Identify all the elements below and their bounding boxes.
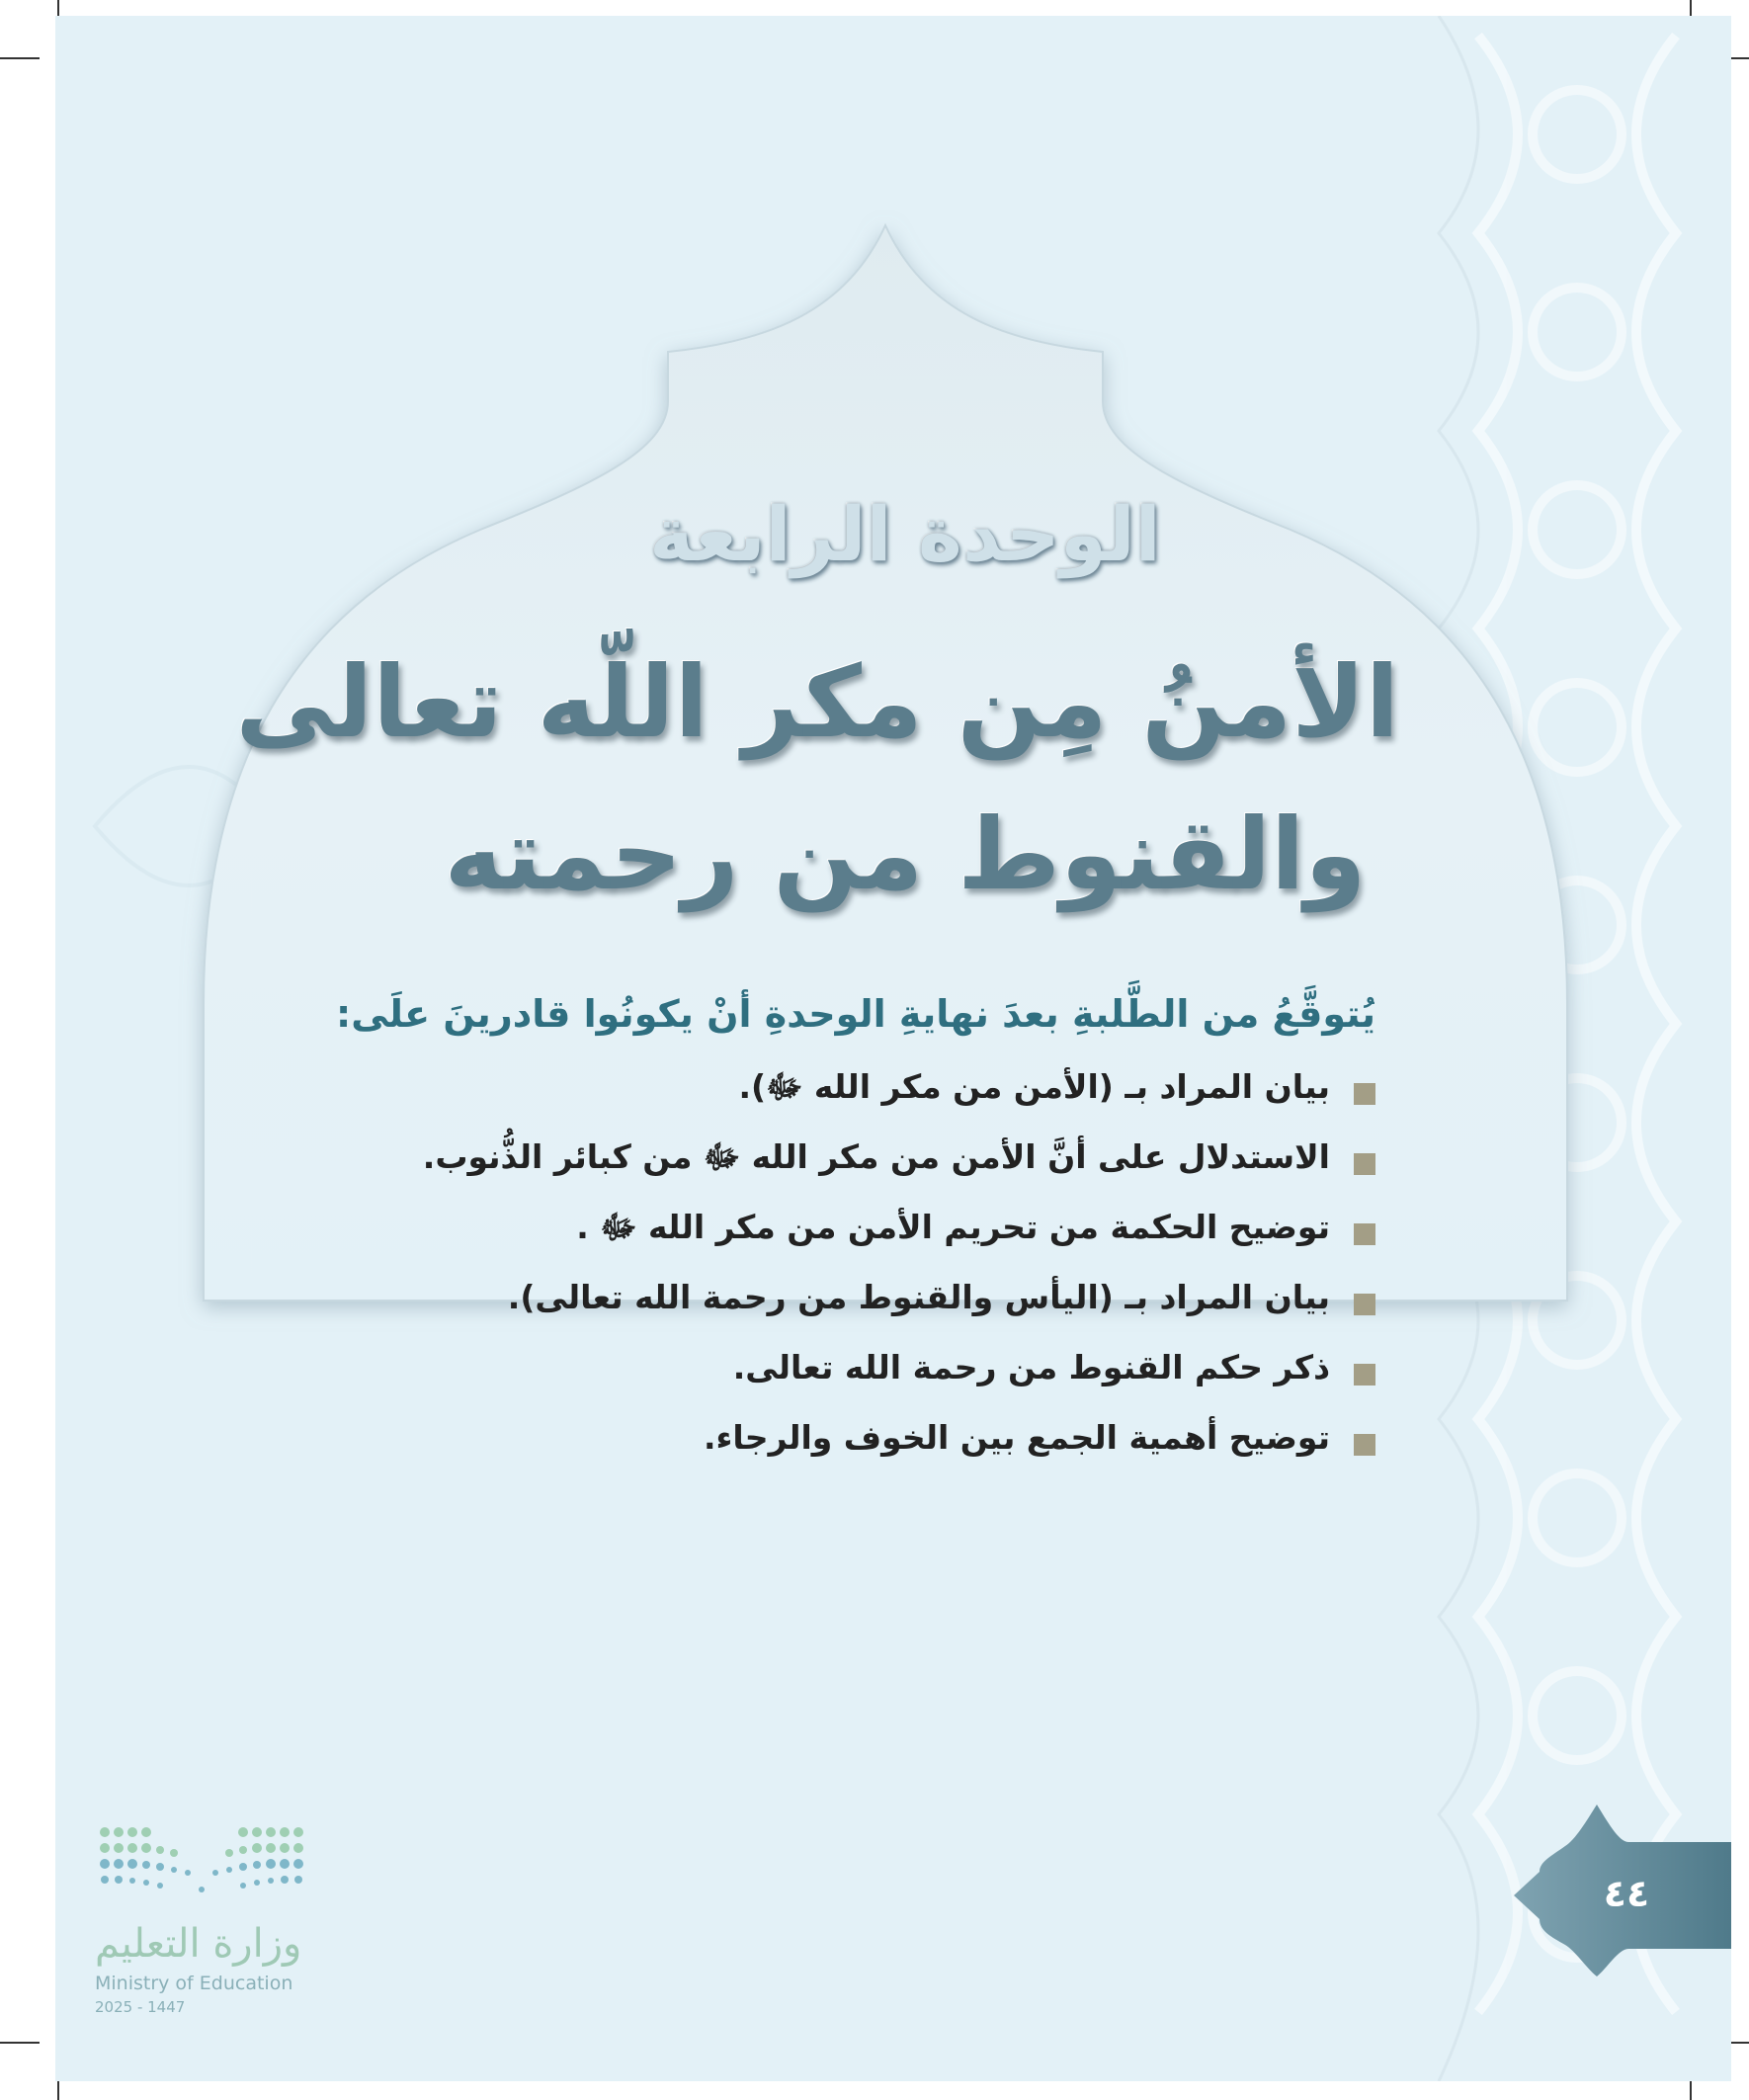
list-item — [387, 1274, 1375, 1344]
objective-text: توضيح الحكمة من تحريم الأمن من مكر الله ﷻ . — [576, 1208, 1330, 1246]
crop-mark — [0, 2042, 40, 2044]
list-item — [387, 1344, 1375, 1414]
objective-text: الاستدلال على أنَّ الأمن من مكر الله ﷻ من كبائر الذُّنوب. — [422, 1137, 1330, 1176]
list-item — [387, 1063, 1375, 1134]
ministry-logo-dots-icon — [95, 1820, 322, 1919]
ministry-name-english: Ministry of Education — [95, 1973, 293, 1994]
objective-text: بيان المراد بـ (الأمن من مكر الله ﷻ). — [738, 1067, 1330, 1106]
objective-text: بيان المراد بـ (اليأس والقنوط من رحمة الله تعالى). — [507, 1278, 1330, 1316]
square-bullet-icon — [1354, 1153, 1375, 1175]
objective-text: ذكر حكم القنوط من رحمة الله تعالى. — [732, 1348, 1330, 1386]
unit-title-line-1: الأمنُ مِن مكر اللّه تعالى — [235, 644, 1399, 760]
dome-arch-frame — [55, 16, 1731, 2081]
unit-label: الوحدة الرابعة — [649, 490, 1161, 578]
objectives-list — [387, 1063, 1375, 1484]
edition-year: 2025 - 1447 — [95, 1998, 186, 2016]
book-page — [55, 16, 1731, 2081]
square-bullet-icon — [1354, 1083, 1375, 1105]
ministry-name-arabic: وزارة التعليم — [95, 1921, 302, 1967]
objectives-intro: يُتوقَّعُ من الطَّلبةِ بعدَ نهايةِ الوحدةِ أنْ يكونُوا قادرينَ علَى: — [336, 992, 1375, 1036]
square-bullet-icon — [1354, 1364, 1375, 1386]
list-item — [387, 1204, 1375, 1274]
unit-title-line-2: والقنوط من رحمته — [444, 797, 1367, 912]
page-number: ٤٤ — [1603, 1872, 1650, 1915]
square-bullet-icon — [1354, 1294, 1375, 1315]
crop-mark — [0, 57, 40, 59]
objective-text: توضيح أهمية الجمع بين الخوف والرجاء. — [703, 1418, 1330, 1457]
square-bullet-icon — [1354, 1223, 1375, 1245]
list-item — [387, 1414, 1375, 1484]
square-bullet-icon — [1354, 1434, 1375, 1456]
list-item — [387, 1134, 1375, 1204]
